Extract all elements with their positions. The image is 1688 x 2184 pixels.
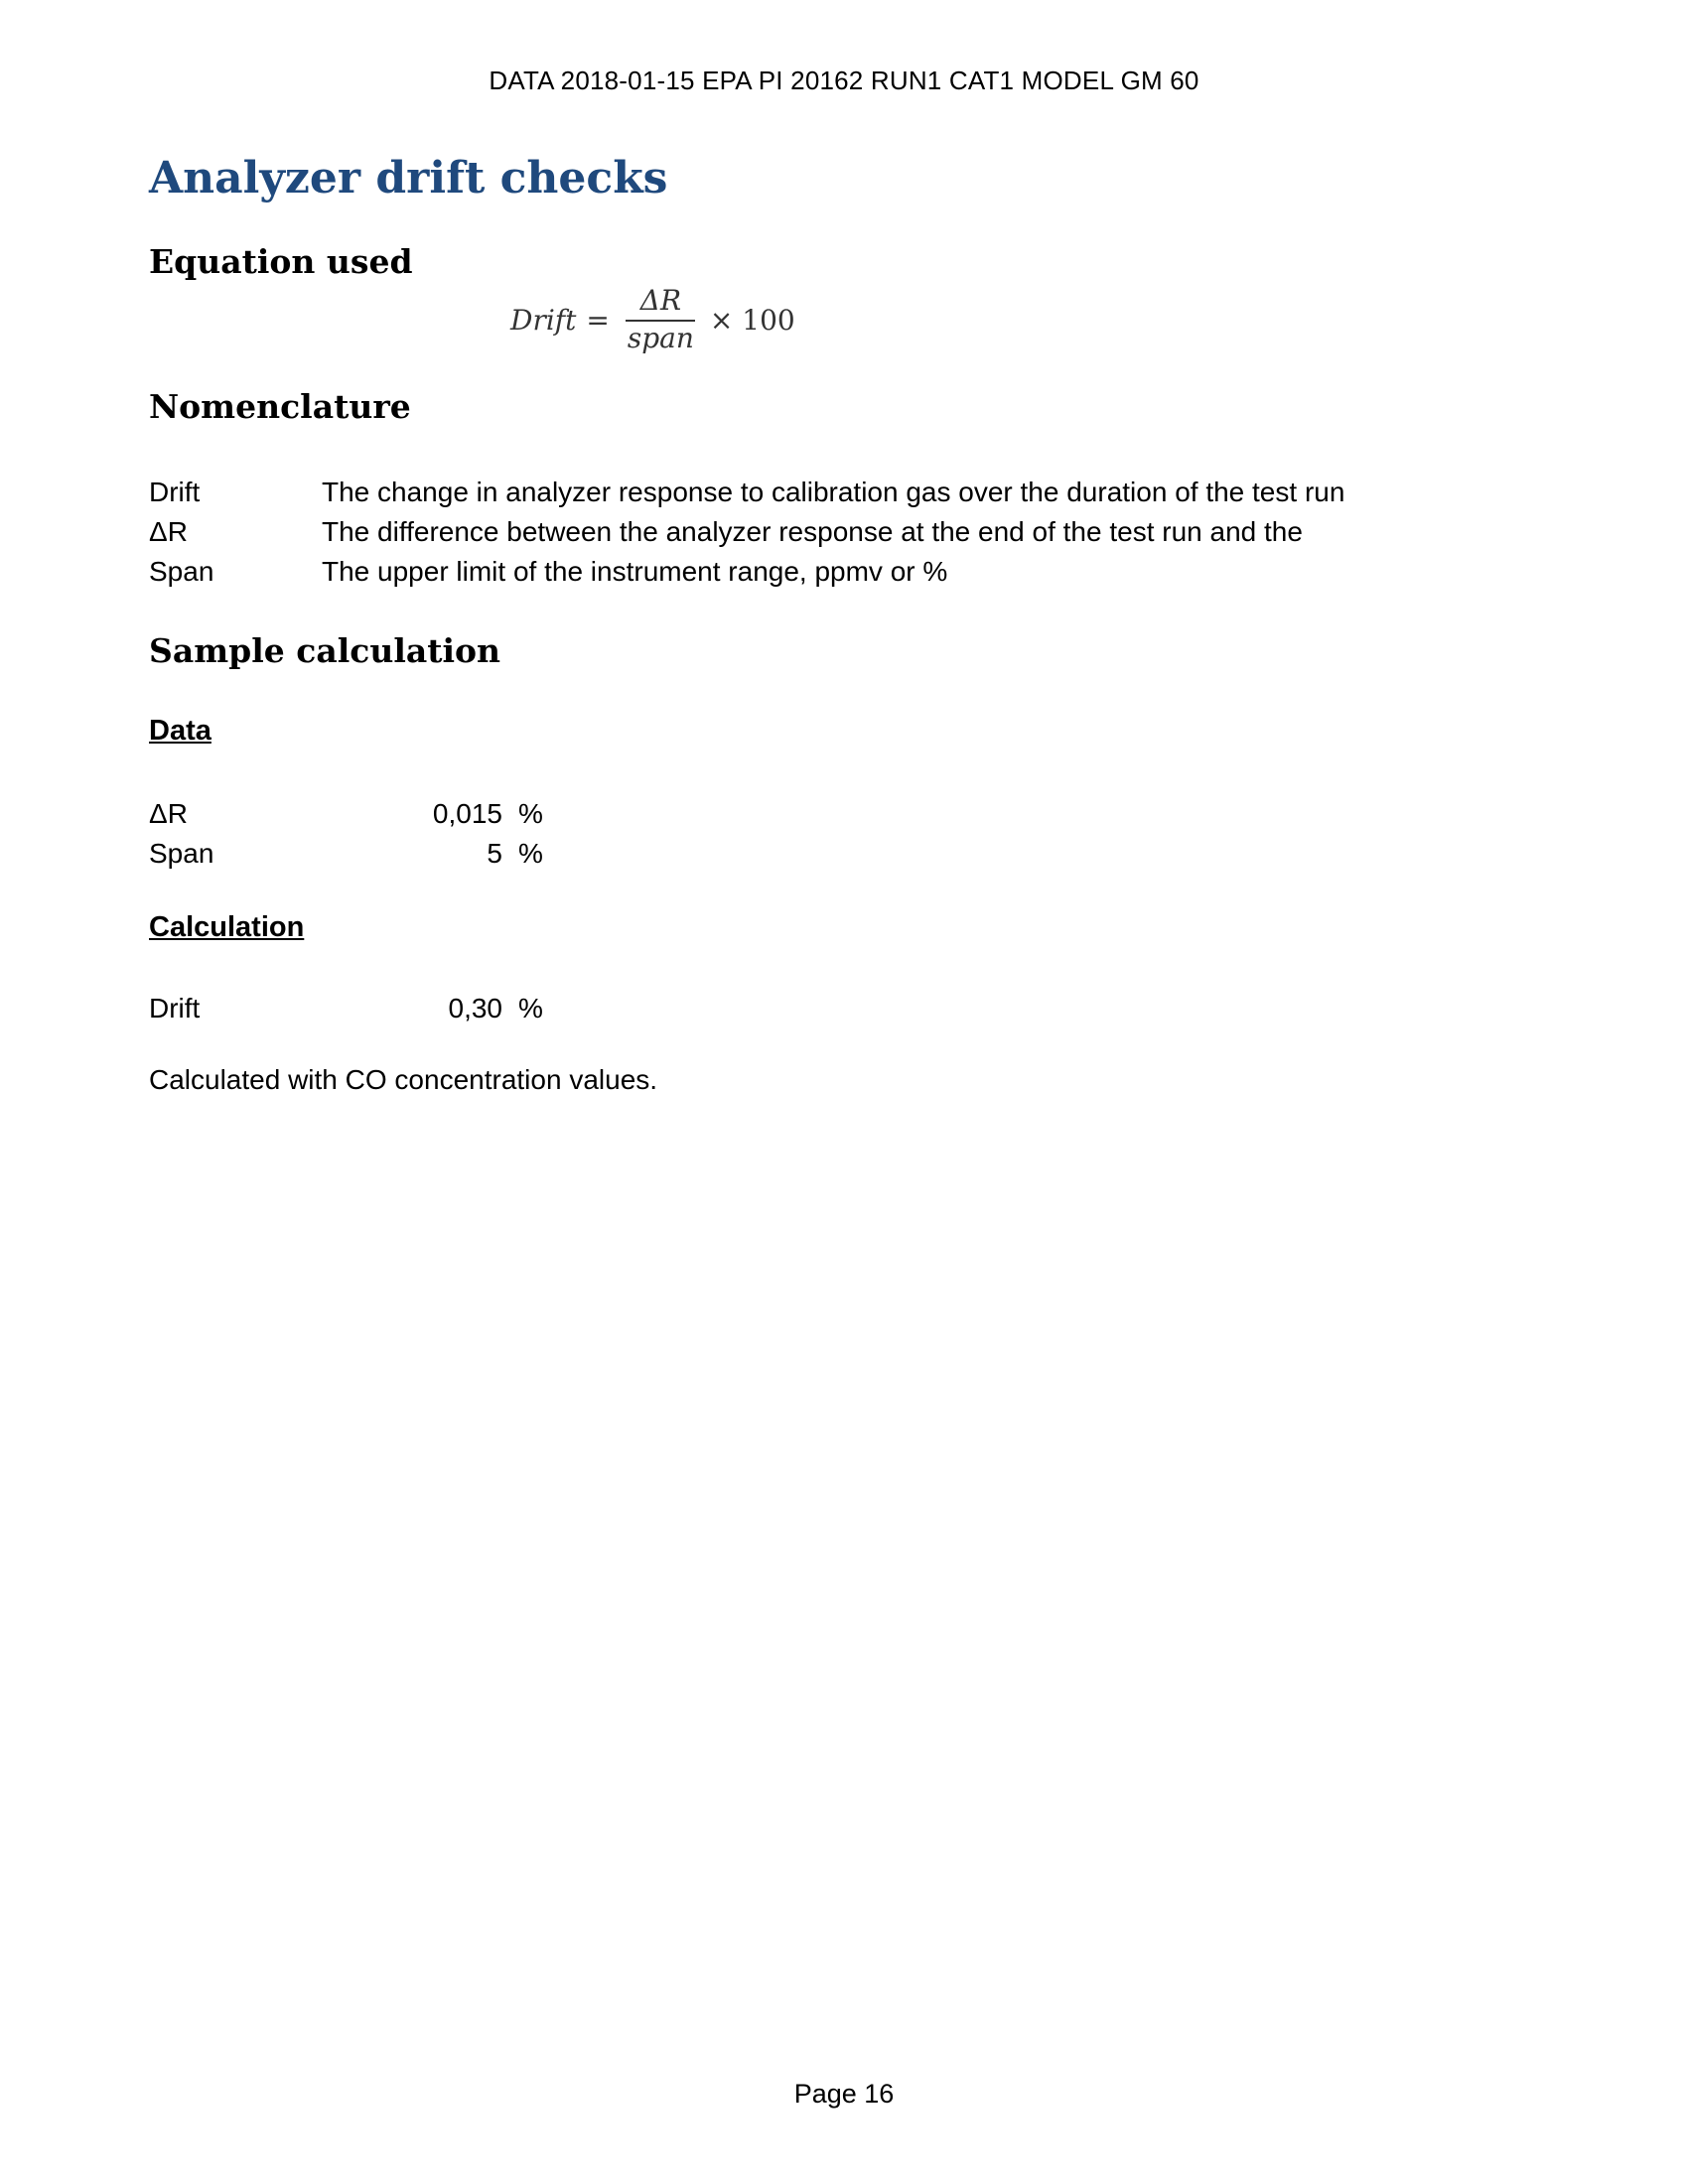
equation-denominator: span xyxy=(627,322,694,354)
nomenclature-definition: The difference between the analyzer response at the end of the test run and the xyxy=(322,516,1303,547)
nomenclature-term: Drift xyxy=(149,477,201,507)
equation-heading: Equation used xyxy=(149,242,413,281)
data-row-unit: % xyxy=(518,798,543,829)
data-row-value: 0,015 xyxy=(432,798,502,829)
nomenclature-definition: The change in analyzer response to calibration gas over the duration of the test run xyxy=(322,477,1345,507)
nomenclature-row xyxy=(149,512,1539,552)
drift-equation xyxy=(510,280,795,359)
calculation-row-unit: % xyxy=(518,993,543,1024)
data-row xyxy=(149,794,566,834)
data-row xyxy=(149,834,566,874)
page-number: Page 16 xyxy=(793,2079,895,2109)
calculation-row-value: 0,30 xyxy=(448,993,502,1024)
nomenclature-term: Span xyxy=(149,556,214,587)
equation-fraction xyxy=(624,286,698,353)
data-row-unit: % xyxy=(518,838,543,869)
page-title: Analyzer drift checks xyxy=(149,153,668,204)
sample-calculation-heading: Sample calculation xyxy=(149,631,501,670)
equation-lhs: Drift xyxy=(510,303,577,337)
nomenclature-row xyxy=(149,473,1539,512)
equation-multiplier: × 100 xyxy=(709,303,795,337)
calculation-subheading: Calculation xyxy=(149,911,305,943)
nomenclature-heading: Nomenclature xyxy=(149,387,411,426)
calculation-note: Calculated with CO concentration values. xyxy=(149,1064,658,1095)
equation-equals: = xyxy=(586,303,610,337)
data-row-label: Span xyxy=(149,838,214,869)
calculation-row-label: Drift xyxy=(149,993,201,1024)
data-row-label: ΔR xyxy=(149,798,188,829)
nomenclature-term: ΔR xyxy=(149,516,188,547)
equation-numerator: ΔR xyxy=(639,284,682,317)
calculation-row xyxy=(149,989,566,1028)
data-subheading: Data xyxy=(149,715,211,747)
nomenclature-definition: The upper limit of the instrument range, ppmv or % xyxy=(322,556,948,587)
page-header: DATA 2018-01-15 EPA PI 20162 RUN1 CAT1 MODEL GM 60 xyxy=(489,66,1199,95)
data-row-value: 5 xyxy=(487,838,502,869)
nomenclature-row xyxy=(149,552,1539,592)
